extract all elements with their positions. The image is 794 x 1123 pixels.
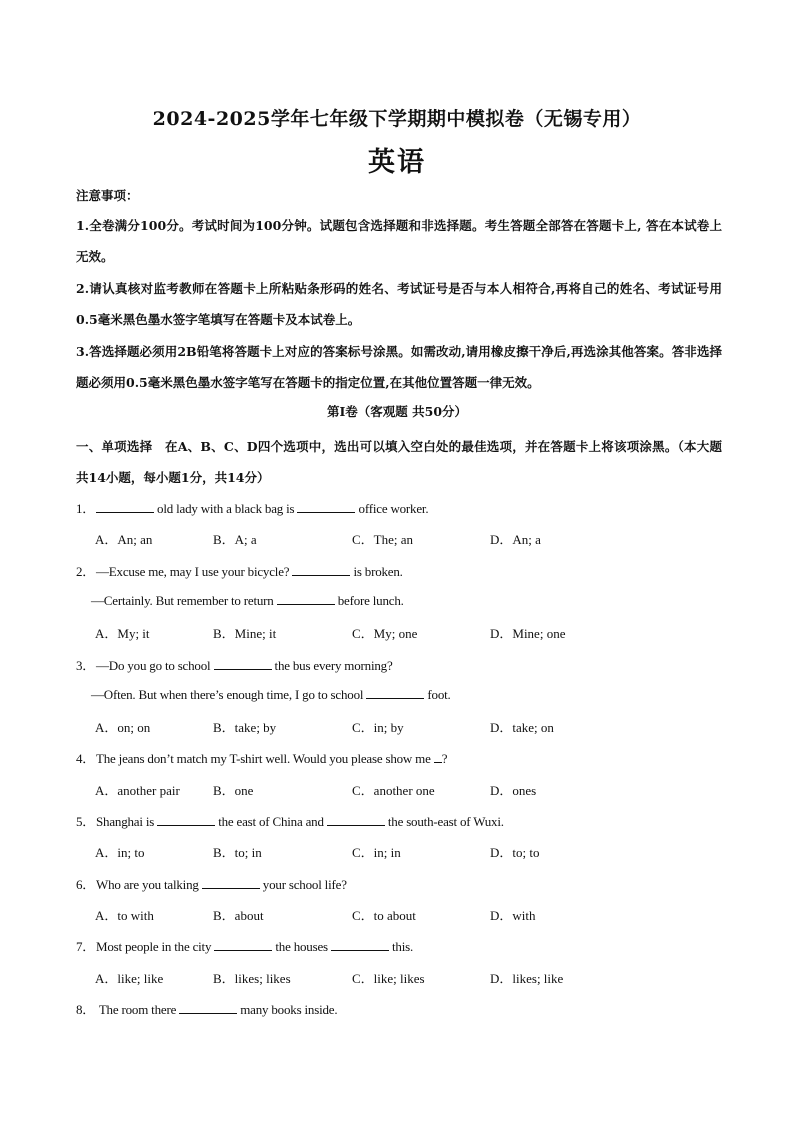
answer-option: C．in; in	[352, 845, 401, 861]
answer-blank	[292, 563, 350, 576]
answer-option: B．Mine; it	[213, 626, 277, 642]
question-line	[76, 655, 393, 674]
answer-option: D．likes; like	[490, 970, 564, 986]
answer-option: A．like; like	[95, 970, 164, 986]
question-text: —Excuse me, may I use your bicycle?	[96, 563, 293, 579]
answer-option: A．in; to	[95, 845, 145, 861]
question-text: the bus every morning?	[271, 657, 393, 673]
answer-blank	[96, 500, 154, 513]
answer-option: B．likes; likes	[213, 970, 291, 986]
question-line	[91, 686, 451, 703]
question-text: many books inside.	[237, 1001, 338, 1017]
question-text: the east of China and	[215, 814, 327, 829]
answer-option: B．to; in	[213, 845, 262, 861]
question-text: the south-east of Wuxi.	[384, 814, 504, 829]
answer-option: A．to with	[95, 907, 154, 923]
exam-title: 2024-2025学年七年级下学期期中模拟卷（无锡专用）	[152, 108, 642, 130]
answer-blank	[214, 657, 272, 670]
question-text: this.	[388, 939, 414, 955]
answer-option: A．on; on	[95, 720, 151, 736]
answer-option: C．in; by	[352, 720, 404, 736]
answer-blank	[214, 938, 272, 951]
notice-item: 1.全卷满分100分。考试时间为100分钟。试题包含选择题和非选择题。考生答题全部答在答题卡上, 答在本试卷上无效。	[76, 218, 722, 264]
answer-option: B．A; a	[213, 532, 257, 548]
answer-option: C．like; likes	[352, 970, 425, 986]
question-number: 7．	[76, 939, 96, 955]
answer-option: D．to; to	[490, 845, 540, 861]
question-text: is broken.	[350, 563, 403, 579]
question-number: 5．	[76, 814, 96, 829]
question-text: your school life?	[259, 876, 347, 892]
question-text: before lunch.	[334, 592, 404, 608]
question-number: 2．	[76, 563, 96, 579]
question-text: office worker.	[355, 501, 429, 516]
question-line	[76, 748, 447, 767]
question-number: 6．	[76, 876, 96, 892]
notice-item: 2.请认真核对监考教师在答题卡上所粘贴条形码的姓名、考试证号是否与本人相符合,再将自己的姓名、考试证号用0.5毫米黑色墨水签字笔填写在答题卡及本试卷上。	[76, 281, 722, 327]
subject-title: 英语	[368, 147, 426, 178]
answer-option: C．My; one	[352, 626, 418, 642]
answer-option: A．My; it	[95, 626, 150, 642]
answer-option: D．Mine; one	[490, 626, 566, 642]
answer-blank	[366, 686, 424, 699]
answer-blank	[434, 750, 442, 763]
answer-option: B．about	[213, 907, 264, 923]
question-text: the houses	[272, 939, 331, 955]
answer-blank	[157, 813, 215, 826]
answer-blank	[179, 1001, 237, 1014]
answer-option: A．An; an	[95, 532, 153, 548]
question-text: Who are you talking	[96, 876, 202, 892]
part-instructions: 一、单项选择 在A、B、C、D四个选项中，选出可以填入空白处的最佳选项，并在答题卡上将该项涂黑。（本大题共14小题，每小题1分，共14分）	[76, 439, 722, 485]
answer-blank	[297, 500, 355, 513]
answer-option: D．take; on	[490, 720, 554, 736]
question-number: 8．	[76, 1001, 96, 1017]
section-title: 第I卷（客观题 共50分）	[326, 404, 468, 419]
answer-option: A．another pair	[95, 782, 180, 798]
question-line	[76, 999, 337, 1018]
question-text: The jeans don’t match my T-shirt well. Would you please show me	[96, 751, 434, 767]
answer-option: D．with	[490, 907, 536, 923]
answer-blank	[327, 813, 385, 826]
answer-option: D．An; a	[490, 532, 541, 548]
question-number: 3．	[76, 657, 96, 673]
answer-blank	[277, 592, 335, 605]
question-text: old lady with a black bag is	[154, 501, 298, 516]
question-text: —Do you go to school	[96, 657, 214, 673]
question-line	[76, 811, 504, 830]
question-number: 4．	[76, 751, 96, 767]
answer-blank	[331, 938, 389, 951]
question-text: Shanghai is	[96, 814, 158, 829]
answer-option: B．one	[213, 782, 254, 798]
answer-blank	[202, 876, 260, 889]
answer-option: B．take; by	[213, 720, 277, 736]
question-text: ?	[441, 751, 448, 767]
notice-heading: 注意事项：	[76, 188, 139, 203]
answer-option: C．another one	[352, 782, 435, 798]
question-line	[91, 592, 404, 609]
question-line	[76, 498, 428, 517]
question-text: The room there	[96, 1001, 180, 1017]
answer-option: D．ones	[490, 782, 537, 798]
question-text: Most people in the city	[96, 939, 215, 955]
question-text: foot.	[424, 686, 451, 702]
question-line	[76, 874, 347, 893]
question-line	[76, 561, 403, 580]
question-text: —Certainly. But remember to return	[91, 592, 277, 608]
answer-option: C．The; an	[352, 532, 414, 548]
question-line	[76, 936, 413, 955]
notice-item: 3.答选择题必须用2B铅笔将答题卡上对应的答案标号涂黑。如需改动,请用橡皮擦干净后,再选涂其他答案。答非选择题必须用0.5毫米黑色墨水签字笔写在答题卡的指定位置,在其他位置答题一律无效。	[76, 344, 722, 390]
question-text: —Often. But when there’s enough time, I go to school	[91, 686, 367, 702]
question-number: 1．	[76, 501, 96, 516]
answer-option: C．to about	[352, 907, 416, 923]
